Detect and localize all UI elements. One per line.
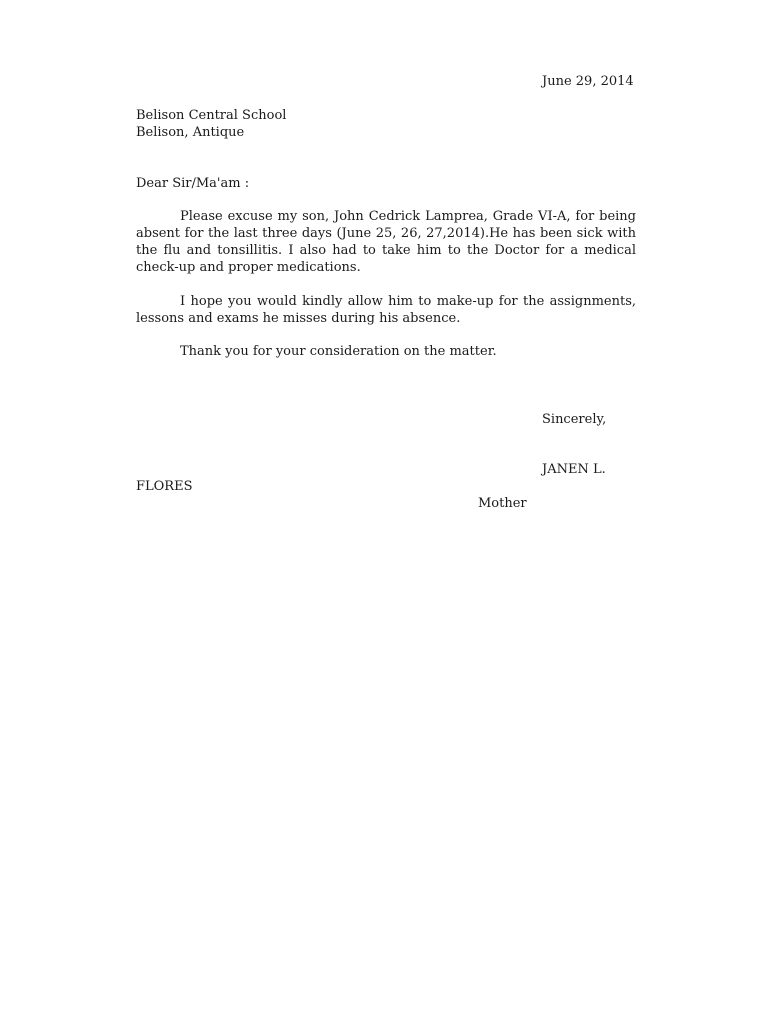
body-paragraph-2: I hope you would kindly allow him to make-up for the assignments, lessons and exams he misses during his absence. xyxy=(136,294,636,326)
signature-title: Mother xyxy=(478,496,527,511)
body-paragraph-1: Please excuse my son, John Cedrick Lamprea, Grade VI-A, for being absent for the last three days (June 25, 26, 27,2014).He has been sick with the flu and tonsillitis. I also had to take him to the Doctor for a medical check-up and proper medications. xyxy=(136,209,636,275)
recipient-line-1: Belison Central School xyxy=(136,108,287,123)
signature-last-line: FLORES xyxy=(136,479,193,494)
signature-first-line: JANEN L. xyxy=(542,462,606,477)
body-paragraph-3: Thank you for your consideration on the matter. xyxy=(180,344,497,359)
letter-date: June 29, 2014 xyxy=(542,74,634,89)
recipient-line-2: Belison, Antique xyxy=(136,125,245,140)
closing: Sincerely, xyxy=(542,412,607,427)
salutation: Dear Sir/Ma'am : xyxy=(136,176,250,191)
